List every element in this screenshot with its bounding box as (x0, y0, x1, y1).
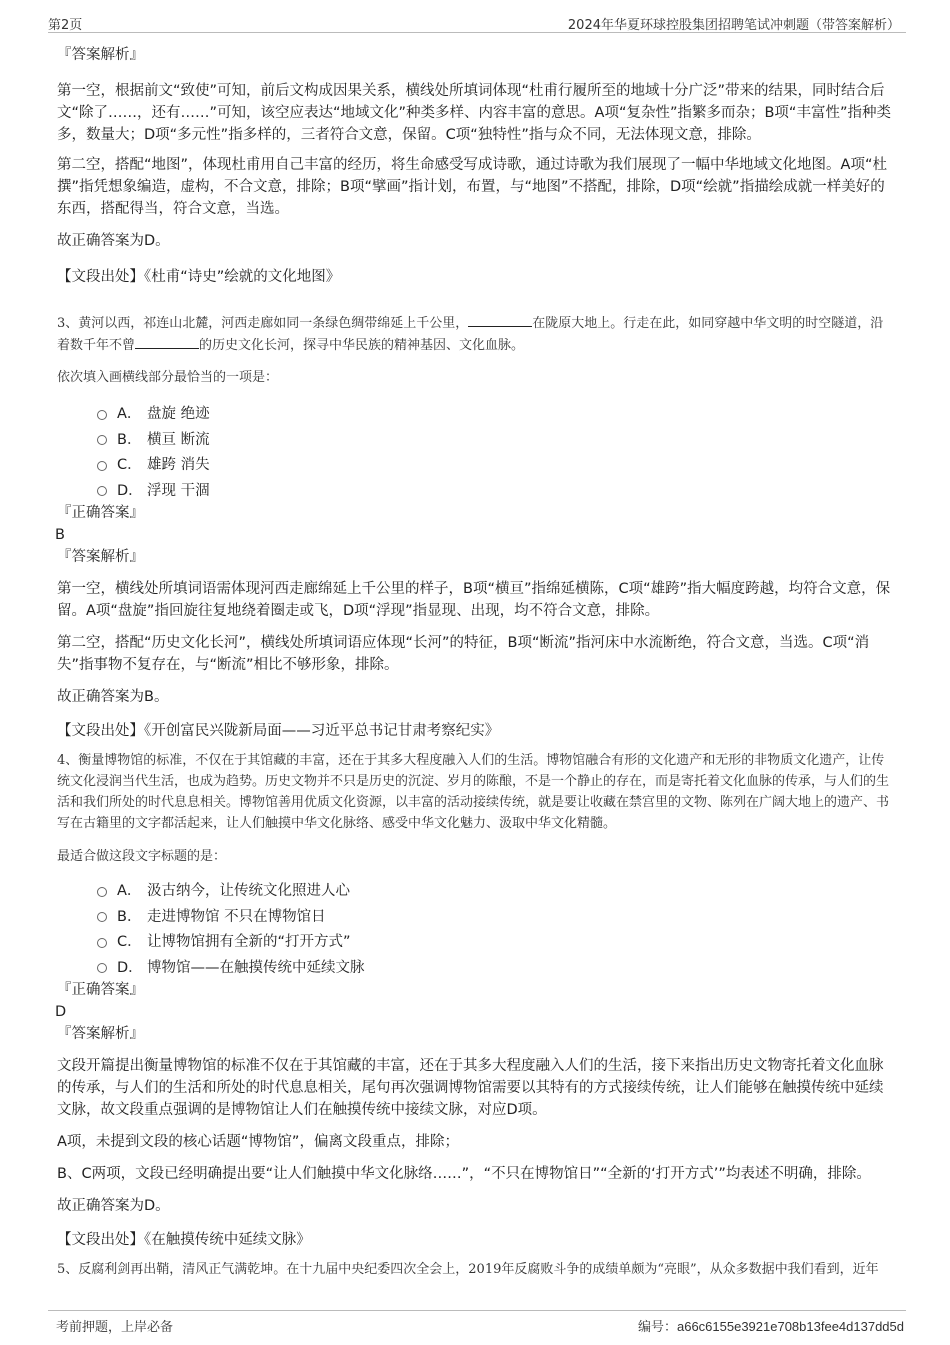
fill-blank (468, 312, 532, 327)
page-number: 第2页 (48, 18, 83, 33)
analysis-paragraph: 第一空，根据前文“致使”可知，前后文构成因果关系，横线处所填词体现“杜甫行履所至的地域十分广泛”带来的结果，同时结合后文“除了……，还有……”可知，该空应表达“地域文化”种类多样、内容丰富的意思。A项“复杂性”指繁多而杂；B项“丰富性”指种类多，数量大；D项“多元性”指多样的，三者符合文意，保留。C项“独特性”指与众不同，无法体现文意，排除。 (57, 83, 891, 143)
page-footer (48, 1310, 906, 1333)
radio-icon[interactable] (97, 461, 107, 471)
option-a[interactable]: A． 盘旋 绝迹 (97, 400, 895, 426)
radio-icon[interactable] (97, 912, 107, 922)
answer-conclusion: 故正确答案为D。 (57, 233, 170, 249)
option-c[interactable]: C． 雄跨 消失 (97, 451, 895, 477)
correct-answer: B (55, 527, 65, 543)
question-5-text: 5、反腐利剑再出鞘，清风正气满乾坤。在十九届中央纪委四次全会上，2019年反腐败斗争的成绩单颇为“亮眼”，从众多数据中我们看到，近年 (57, 1262, 879, 1277)
question-prompt: 依次填入画横线部分最恰当的一项是： (57, 370, 279, 385)
option-list (57, 400, 895, 502)
analysis-label: 『答案解析』 (57, 1026, 144, 1042)
radio-icon[interactable] (97, 410, 107, 420)
question-4-text: 4、衡量博物馆的标准，不仅在于其馆藏的丰富，还在于其多大程度融入人们的生活。博物馆融合有形的文化遗产和无形的非物质文化遗产，让传统文化浸润当代生活，也成为趋势。历史文物并不只是历史的沉淀、岁月的陈酿，不是一个静止的存在，而是寄托着文化血脉的传承，与人们的生活和我们所处的时代息息相关。博物馆善用优质文化资源，以丰富的活动接续传统，就是要让收藏在禁宫里的文物、陈列在广阔大地上的遗产、书写在古籍里的文字都活起来，让人们触摸中华文化脉络、感受中华文化魅力、汲取中华文化精髓。 (57, 753, 890, 831)
analysis-label: 『答案解析』 (57, 47, 144, 63)
page-content (57, 44, 895, 1280)
source-citation: 【文段出处】《开创富民兴陇新局面——习近平总书记甘肃考察纪实》 (57, 723, 500, 739)
document-code: 编号：a66c6155e3921e708b13fee4d137dd5d (637, 1319, 904, 1335)
analysis-paragraph: 第一空，横线处所填词语需体现河西走廊绵延上千公里的样子，B项“横亘”指绵延横陈，C项“雄跨”指大幅度跨越，均符合文意，保留。A项“盘旋”指回旋往复地绕着圈走或飞，D项“浮现”指显现、出现，均不符合文意，排除。 (57, 581, 891, 619)
answer-conclusion: 故正确答案为D。 (57, 1198, 170, 1214)
option-b[interactable]: B． 横亘 断流 (97, 426, 895, 452)
fill-blank (135, 334, 199, 349)
option-d[interactable]: D． 博物馆——在触摸传统中延续文脉 (97, 954, 895, 980)
option-d[interactable]: D． 浮现 干涸 (97, 477, 895, 503)
correct-answer-label: 『正确答案』 (57, 505, 144, 521)
document-title: 2024年华夏环球控股集团招聘笔试冲刺题（带答案解析） (567, 18, 900, 33)
analysis-label: 『答案解析』 (57, 549, 144, 565)
radio-icon[interactable] (97, 938, 107, 948)
analysis-paragraph: A项，未提到文段的核心话题“博物馆”，偏离文段重点，排除； (57, 1134, 459, 1150)
analysis-paragraph: 文段开篇提出衡量博物馆的标准不仅在于其馆藏的丰富，还在于其多大程度融入人们的生活，接下来指出历史文物寄托着文化血脉的传承，与人们的生活和所处的时代息息相关，尾句再次强调博物馆需要以其特有的方式接续传统，让人们能够在触摸传统中延续文脉，故文段重点强调的是博物馆让人们在触摸传统中接续文脉，对应D项。 (57, 1058, 884, 1118)
correct-answer: D (55, 1004, 67, 1020)
option-b[interactable]: B． 走进博物馆 不只在博物馆日 (97, 903, 895, 929)
analysis-paragraph: 第二空，搭配“历史文化长河”，横线处所填词语应体现“长河”的特征，B项“断流”指河床中水流断绝，符合文意，当选。C项“消失”指事物不复存在，与“断流”相比不够形象，排除。 (57, 635, 870, 673)
option-c[interactable]: C． 让博物馆拥有全新的“打开方式” (97, 928, 895, 954)
radio-icon[interactable] (97, 435, 107, 445)
analysis-paragraph: 第二空，搭配“地图”，体现杜甫用自己丰富的经历，将生命感受写成诗歌，通过诗歌为我们展现了一幅中华地域文化地图。A项“杜撰”指凭想象编造，虚构，不合文意，排除；B项“擘画”指计划，布置，与“地图”不搭配，排除，D项“绘就”指描绘成就一样美好的东西，搭配得当，符合文意，当选。 (57, 157, 887, 217)
option-list (57, 877, 895, 979)
footer-slogan: 考前押题，上岸必备 (56, 1320, 174, 1335)
radio-icon[interactable] (97, 486, 107, 496)
question-prompt: 最适合做这段文字标题的是： (57, 849, 227, 864)
radio-icon[interactable] (97, 963, 107, 973)
option-a[interactable]: A． 汲古纳今，让传统文化照进人心 (97, 877, 895, 903)
radio-icon[interactable] (97, 887, 107, 897)
correct-answer-label: 『正确答案』 (57, 982, 144, 998)
page-header (48, 12, 906, 33)
answer-conclusion: 故正确答案为B。 (57, 689, 169, 705)
source-citation: 【文段出处】《在触摸传统中延续文脉》 (57, 1232, 311, 1248)
question-3-text: 3、黄河以西，祁连山北麓，河西走廊如同一条绿色绸带绵延上千公里， 在陇原大地上。行走在此，如同穿越中华文明的时空隧道，沿着数千年不曾 的历史文化长河，探寻中华民族的精神基因、文化血脉。 (57, 312, 895, 356)
source-citation: 【文段出处】《杜甫“诗史”绘就的文化地图》 (57, 269, 341, 285)
analysis-paragraph: B、C两项，文段已经明确提出要“让人们触摸中华文化脉络……”，“不只在博物馆日”“全新的‘打开方式’”均表述不明确，排除。 (57, 1166, 871, 1182)
